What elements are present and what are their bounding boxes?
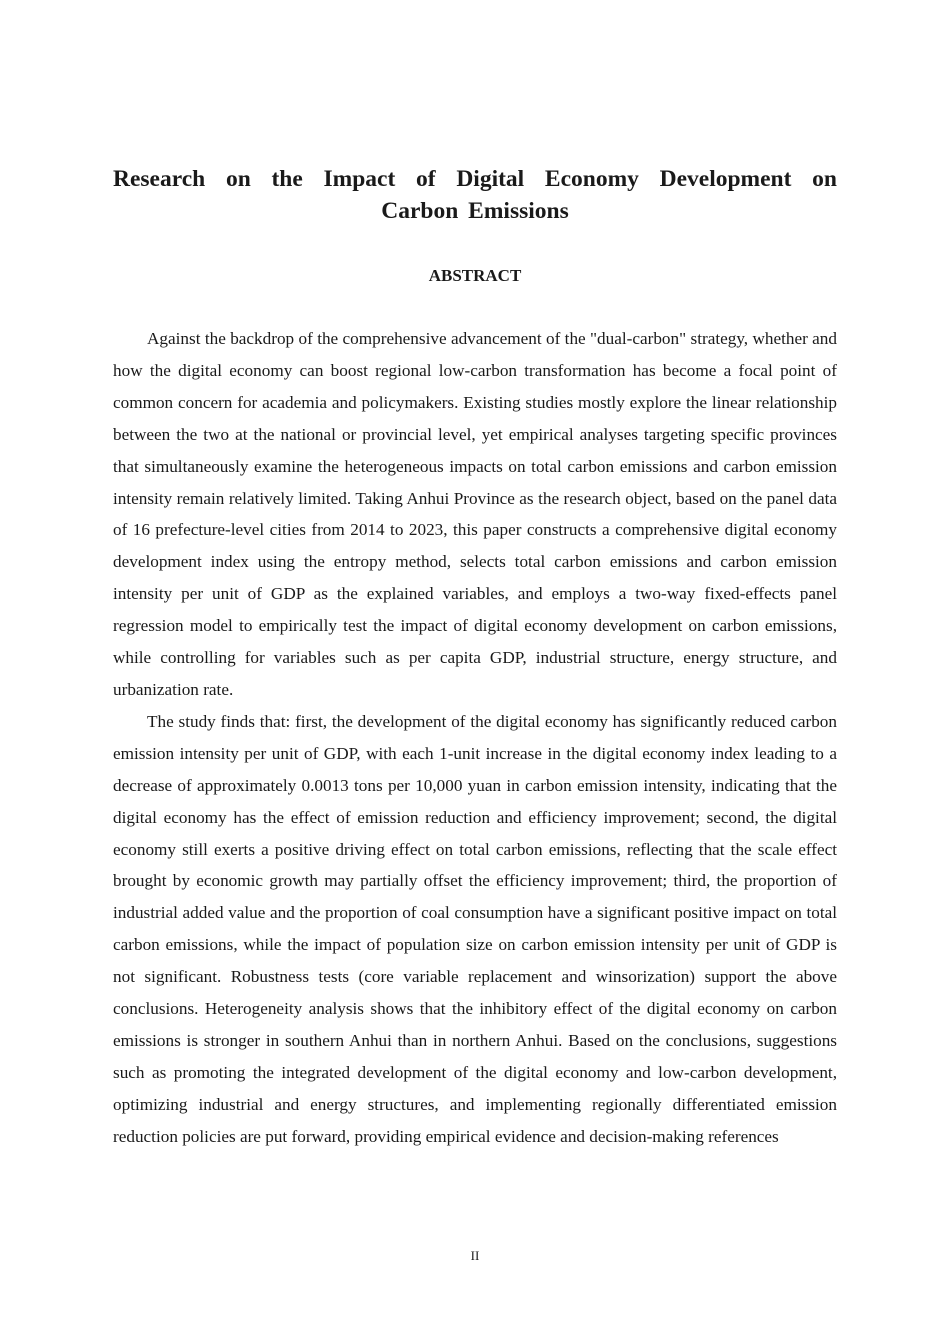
- paper-title: Research on the Impact of Digital Economy Development on Carbon Emissions: [113, 166, 837, 224]
- abstract-body: [113, 323, 837, 1153]
- page-number: II: [470, 1248, 480, 1263]
- abstract-heading: ABSTRACT: [428, 266, 522, 285]
- abstract-paragraph-2: The study finds that: first, the development of the digital economy has significantly reduced carbon emission intensity per unit of GDP, with each 1-unit increase in the digital economy index leading to a decrease of approximately 0.0013 tons per 10,000 yuan in carbon emission intensity, indicating that the digital economy has the effect of emission reduction and efficiency improvement; second, the digital economy still exerts a positive driving effect on total carbon emissions, reflecting that the scale effect brought by economic growth may partially offset the efficiency improvement; third, the proportion of industrial added value and the proportion of coal consumption have a significant positive impact on total carbon emissions, while the impact of population size on carbon emission intensity per unit of GDP is not significant. Robustness tests (core variable replacement and winsorization) support the above conclusions. Heterogeneity analysis shows that the inhibitory effect of the digital economy on carbon emissions is stronger in southern Anhui than in northern Anhui. Based on the conclusions, suggestions such as promoting the integrated development of the digital economy and low-carbon development, optimizing industrial and energy structures, and implementing regionally differentiated emission reduction policies are put forward, providing empirical evidence and decision-making references: [113, 711, 837, 1146]
- abstract-paragraph-1: Against the backdrop of the comprehensive advancement of the "dual-carbon" strategy, whether and how the digital economy can boost regional low-carbon transformation has become a focal point of common concern for academia and policymakers. Existing studies mostly explore the linear relationship between the two at the national or provincial level, yet empirical analyses targeting specific provinces that simultaneously examine the heterogeneous impacts on total carbon emissions and carbon emission intensity remain relatively limited. Taking Anhui Province as the research object, based on the panel data of 16 prefecture-level cities from 2014 to 2023, this paper constructs a comprehensive digital economy development index using the entropy method, selects total carbon emissions and carbon emission intensity per unit of GDP as the explained variables, and employs a two-way fixed-effects panel regression model to empirically test the impact of digital economy development on carbon emissions, while controlling for variables such as per capita GDP, industrial structure, energy structure, and urbanization rate.: [113, 329, 837, 699]
